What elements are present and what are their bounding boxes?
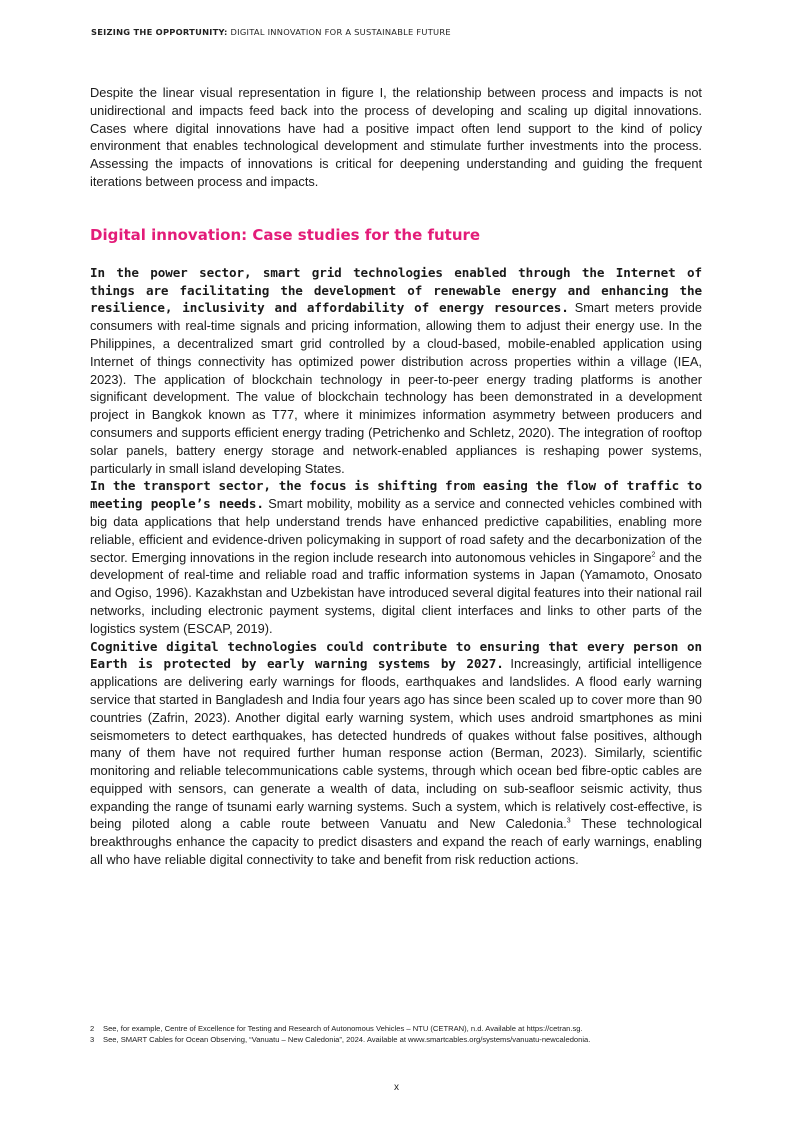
transport-sector-text: Smart mobility, mobility as a service and connected vehicles combined with big data applications that help understand trends have enhanced predictive capabilities, enabling more reliable, efficient and evidence-driven policymaking in support of road safety and the decarbonization of the sector. Emerging innovations in the region include research into autonomous vehicles in Singapore (90, 496, 702, 565)
footnote-3 (90, 1034, 730, 1045)
main-content (90, 84, 702, 869)
transport-sector-lead: In the transport sector, the focus is shifting from easing the flow of traffic to meeting people’s needs. (90, 478, 702, 512)
cognitive-tech-lead: Cognitive digital technologies could contribute to ensuring that every person on Earth is protected by early warning systems by 2027. (90, 638, 702, 672)
footnote-text: See, SMART Cables for Ocean Observing, “Vanuatu – New Caledonia”, 2024. Available at www.smartcables.org/systems/vanuatu-newcaledonia. (103, 1035, 591, 1045)
section-heading: Digital innovation: Case studies for the future (90, 225, 481, 244)
power-sector-paragraph (90, 264, 702, 478)
power-sector-text: Smart meters provide consumers with real-time signals and pricing information, allowing them to adjust their energy use. In the Philippines, a decentralized smart grid controlled by a cloud-based, mobile-enabled application using Internet of things connectivity has optimized power distribution across properties within a village (IEA, 2023). The application of blockchain technology in peer-to-peer energy trading platforms is another significant development. The value of blockchain technology has been demonstrated in a development project in Bangkok known as T77, where it minimizes information asymmetry between producers and consumers and supports efficient energy trading (Petrichenko and Schletz, 2020). The integration of rooftop solar panels, battery energy storage and network-enabled appliances is reshaping power systems, particularly in small island developing States. (90, 300, 702, 476)
footnote-text: See, for example, Centre of Excellence for Testing and Research of Autonomous Vehicles – NTU (CETRAN), n.d. Available at https://cetran.sg. (103, 1024, 583, 1033)
transport-sector-text-cont: and the development of real-time and reliable road and traffic information systems in Japan (Yamamoto, Onosato and Ogiso, 1996). Kazakhstan and Uzbekistan have introduced several digital features into their national rail networks, including electronic payment systems, digital client interfaces and links to other parts of the logistics system (ESCAP, 2019). (90, 549, 702, 636)
intro-paragraph: Despite the linear visual representation in figure I, the relationship between process and impacts is not unidirectional and impacts feed back into the process of developing and scaling up digital innovations. Cases where digital innovations have had a positive impact often lend support to the kind of policy environment that enables technological development and stimulate further investments into the process. Assessing the impacts of innovations is critical for deepening understanding and guiding the frequent iterations between process and impacts. (90, 85, 702, 189)
footnote-ref-3[interactable]: 3 (566, 818, 571, 826)
power-sector-lead: In the power sector, smart grid technologies enabled through the Internet of things are facilitating the development of renewable energy and enhancing the resilience, inclusivity and affordability of energy resources. (90, 264, 702, 316)
footnote-2 (90, 1023, 730, 1034)
cognitive-tech-text-cont: These technological breakthroughs enhance the capacity to predict disasters and expand the reach of early warnings, enabling all who have reliable digital connectivity to take and benefit from risk reduction actions. (90, 816, 702, 868)
running-header-bold: SEIZING THE OPPORTUNITY: (91, 27, 228, 37)
cognitive-tech-paragraph (90, 638, 702, 869)
transport-sector-paragraph (90, 477, 702, 637)
cognitive-tech-text: Increasingly, artificial intelligence applications are delivering early warnings for floods, earthquakes and landslides. A flood early warning service that started in Bangladesh and India four years ago has since been scaled up to cover more than 90 countries (Zafrin, 2023). Another digital early warning system, which uses android smartphones as mini seismometers to detect earthquakes, has detected hundreds of quakes without false positives, although many of them have not required further human response action (Berman, 2023). Similarly, scientific monitoring and reliable telecommunications cable systems, through which ocean bed fibre-optic cables are equipped with sensors, can generate a wealth of data, including on sub-seafloor seismic activity, thus expanding the range of tsunami early warning systems. Such a system, which is relatively cost-effective, is being piloted along a cable route between Vanuatu and New Caledonia. (90, 656, 702, 832)
footnotes (90, 1023, 730, 1046)
footnote-number: 3 (90, 1035, 95, 1045)
footnote-number: 2 (90, 1024, 95, 1033)
footnote-ref-2[interactable]: 2 (651, 551, 656, 559)
running-header (91, 27, 451, 37)
page-number: x (394, 1082, 399, 1093)
running-header-rest: DIGITAL INNOVATION FOR A SUSTAINABLE FUTURE (227, 27, 451, 37)
